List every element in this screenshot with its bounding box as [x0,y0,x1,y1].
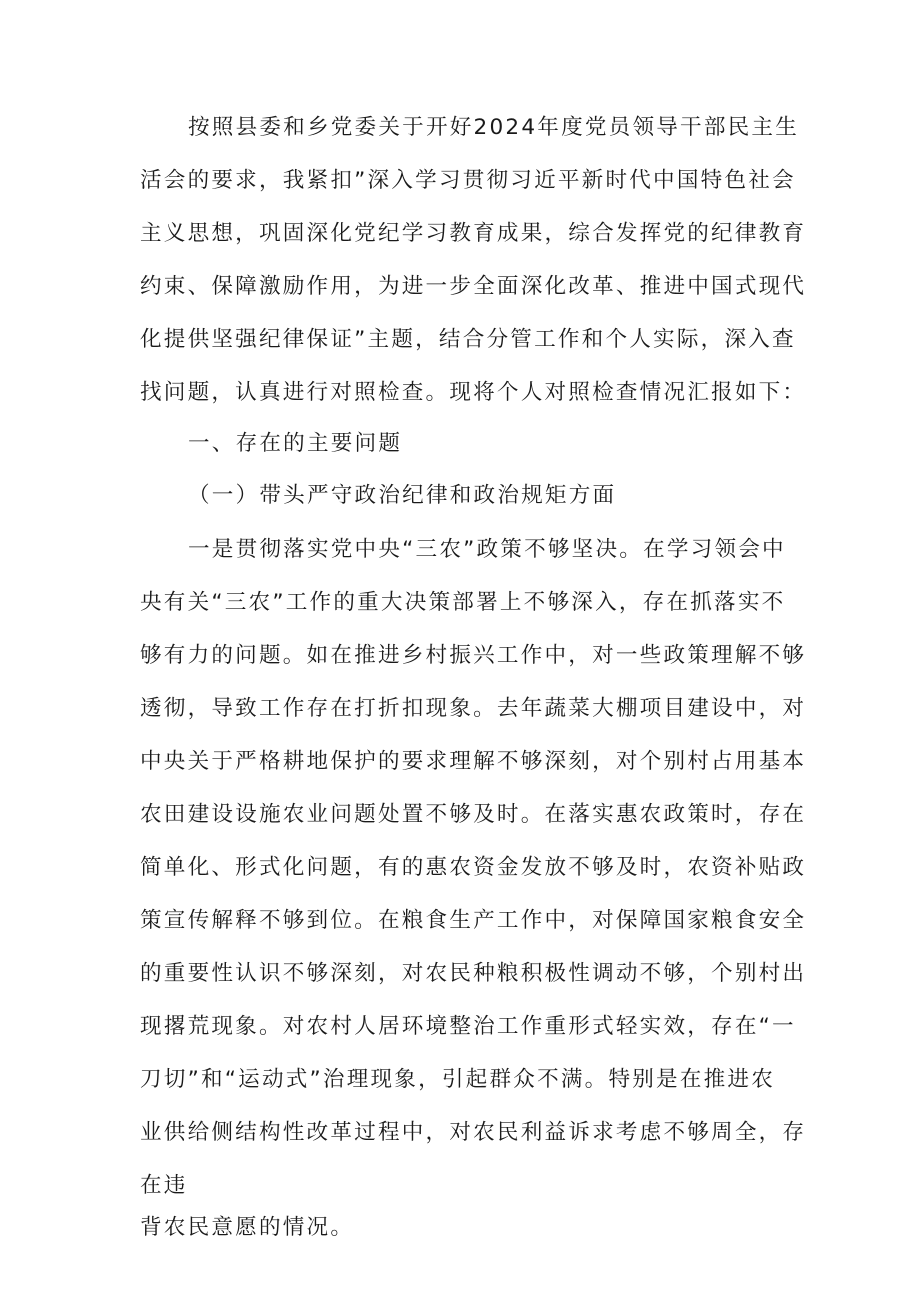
body-line-6: 农田建设设施农业问题处置不够及时。在落实惠农政策时，存在 [140,802,807,827]
intro-line-4: 约束、保障激励作用，为进一步全面深化改革、推进中国式现代 [140,274,807,299]
body-line-1: 一是贯彻落实党中央“三农”政策不够坚决。在学习领会中 [188,537,786,562]
intro-line-2: 活会的要求，我紧扣”深入学习贯彻习近平新时代中国特色社会 [140,168,796,193]
body-line-14: 背农民意愿的情况。 [140,1215,355,1240]
body-line-9: 的重要性认识不够深刻，对农民种粮积极性调动不够，个别村出 [140,961,807,986]
body-line-8: 策宣传解释不够到位。在粮食生产工作中，对保障国家粮食安全 [140,908,807,933]
body-line-2: 央有关“三农”工作的重大决策部署上不够深入，存在抓落实不 [140,590,786,615]
intro-line-3: 主义思想，巩固深化党纪学习教育成果，综合发挥党的纪律教育 [140,221,807,246]
body-line-12: 业供给侧结构性改革过程中，对农民利益诉求考虑不够周全，存 [140,1120,807,1145]
section-heading: 一、存在的主要问题 [188,431,403,456]
body-line-5: 中央关于严格耕地保护的要求理解不够深刻，对个别村占用基本 [140,749,807,774]
intro-line-1: 按照县委和乡党委关于开好2024年度党员领导干部民主生 [188,115,800,140]
body-line-10: 现撂荒现象。对农村人居环境整治工作重形式轻实效，存在“一 [140,1014,796,1039]
body-line-7: 简单化、形式化问题，有的惠农资金发放不够及时，农资补贴政 [140,855,807,880]
subsection-heading: （一）带头严守政治纪律和政治规矩方面 [188,483,617,508]
intro-line-6: 找问题，认真进行对照检查。现将个人对照检查情况汇报如下： [140,380,807,405]
body-line-3: 够有力的问题。如在推进乡村振兴工作中，对一些政策理解不够 [140,643,807,668]
intro-line-5: 化提供坚强纪律保证”主题，结合分管工作和个人实际，深入查 [140,327,796,352]
body-line-11: 刀切”和“运动式”治理现象，引起群众不满。特别是在推进农 [140,1067,776,1092]
body-line-4: 透彻，导致工作存在打折扣现象。去年蔬菜大棚项目建设中，对 [140,696,807,721]
body-line-13: 在违 [140,1173,188,1198]
